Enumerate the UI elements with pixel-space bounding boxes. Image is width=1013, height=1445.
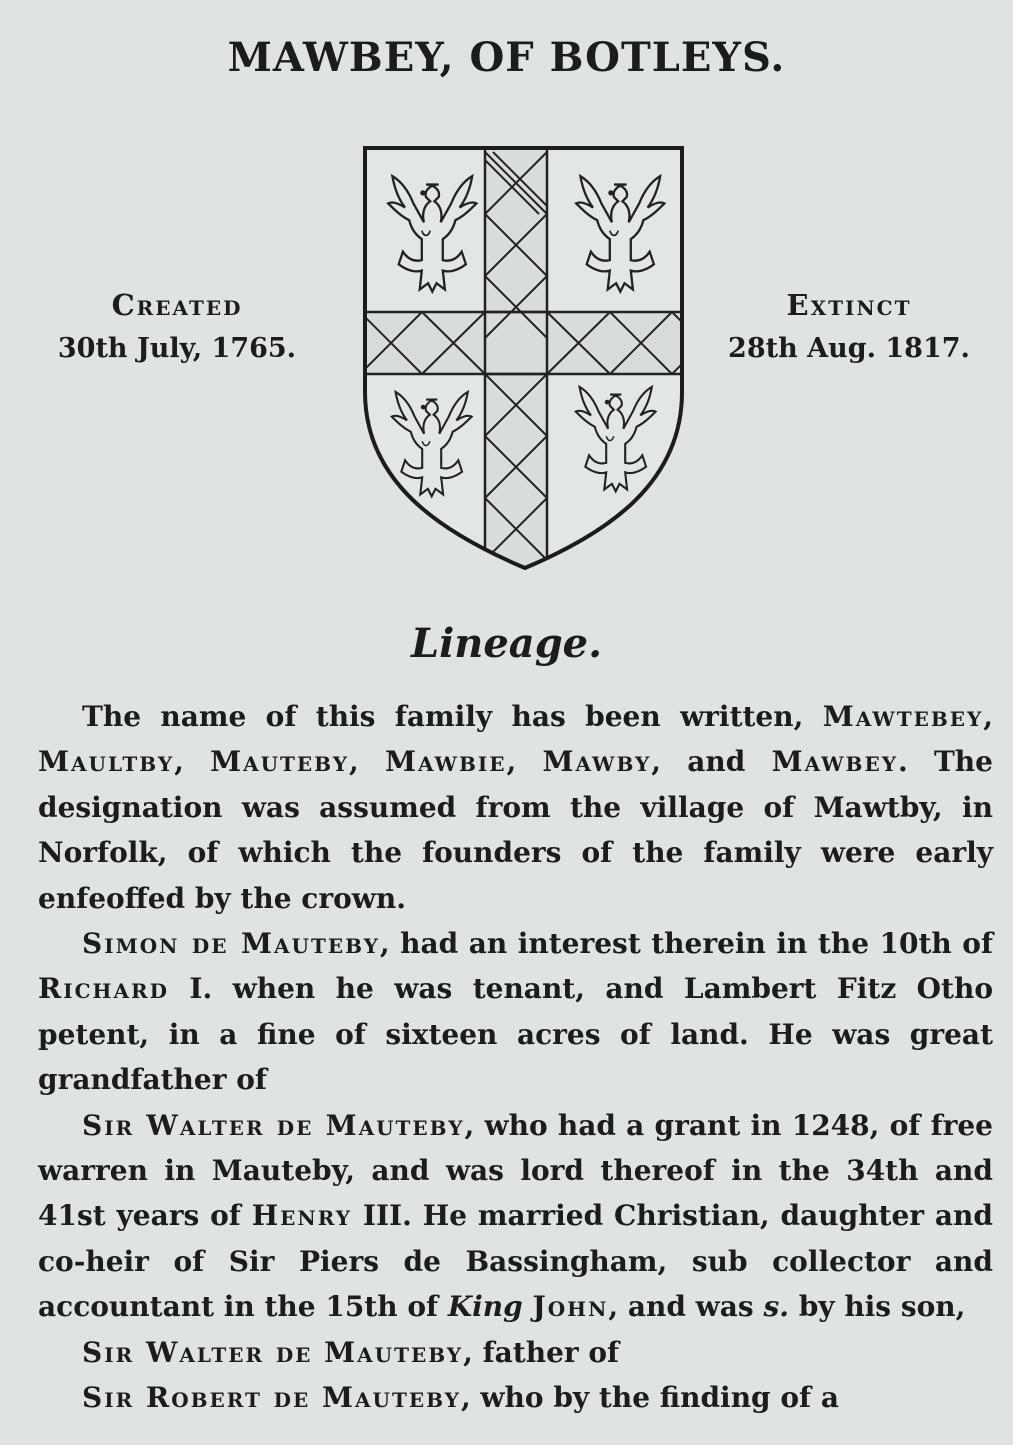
extinct-label: Extinct (786, 288, 912, 322)
created-label: Created (111, 288, 243, 322)
text-run (523, 1290, 533, 1323)
extinct-block (706, 284, 992, 370)
italic-run: King (447, 1290, 523, 1324)
text-run: , (349, 745, 385, 779)
text-run: III. He married Christian, daughter and co-heir of Sir Piers de Bassingham, sub collector and accountant in the 15th of (38, 1199, 993, 1324)
page-title: MAWBEY, OF BOTLEYS. (227, 34, 786, 81)
paragraph (38, 921, 993, 1103)
family-name: Mawby (542, 745, 652, 779)
lineage-text (38, 694, 993, 1421)
paragraph (38, 694, 993, 921)
family-name: Maultby (38, 745, 175, 779)
text-run: , and was (608, 1290, 764, 1324)
text-run: . The designation was assumed from the village of Mawtby, in Norfolk, of which the founders of the family were early enfeoffed by the crown. (38, 745, 993, 915)
italic-run: s. (763, 1290, 789, 1324)
person-name: Sir Walter de Mauteby (82, 1108, 465, 1142)
text-run: , (506, 745, 543, 779)
paragraph (38, 1103, 993, 1330)
text-run: , who had a grant in 1248, of free warren in Mauteby, and was lord thereof in the 34th and 41st years of (38, 1108, 993, 1233)
person-name: Sir Walter de Mauteby (82, 1335, 464, 1369)
paragraph (38, 1330, 993, 1375)
text-run: by his son, (788, 1290, 966, 1324)
king-name: Henry (251, 1199, 352, 1233)
family-name: Mawbie (385, 745, 507, 779)
created-block (22, 284, 332, 370)
person-name: Sir Robert de Mauteby (82, 1381, 461, 1415)
family-name: Mawtebey (822, 700, 984, 733)
text-run: , (174, 745, 211, 779)
person-name: Simon de Mauteby (82, 927, 380, 961)
paragraph (38, 1375, 993, 1420)
king-name: John (532, 1290, 609, 1324)
family-name: Mauteby (210, 745, 350, 779)
king-name: Richard (38, 972, 169, 1006)
created-date: 30th July, 1765. (57, 333, 297, 364)
text-run: , and (651, 745, 772, 779)
text-run: , (983, 700, 993, 733)
coat-of-arms-icon (360, 142, 690, 574)
family-name: Mawbey (771, 745, 898, 779)
section-title: Lineage. (410, 620, 603, 667)
text-run: , who by the finding of a (460, 1381, 839, 1415)
extinct-date: 28th Aug. 1817. (728, 333, 970, 364)
text-run: The name of this family has been written, (82, 700, 823, 733)
text-run: , father of (463, 1335, 620, 1369)
text-run: , had an interest therein in the 10th of (379, 927, 993, 961)
text-run: I. when he was tenant, and Lambert Fitz Otho petent, in a fine of sixteen acres of land. He was great grandfather of (38, 972, 993, 1097)
